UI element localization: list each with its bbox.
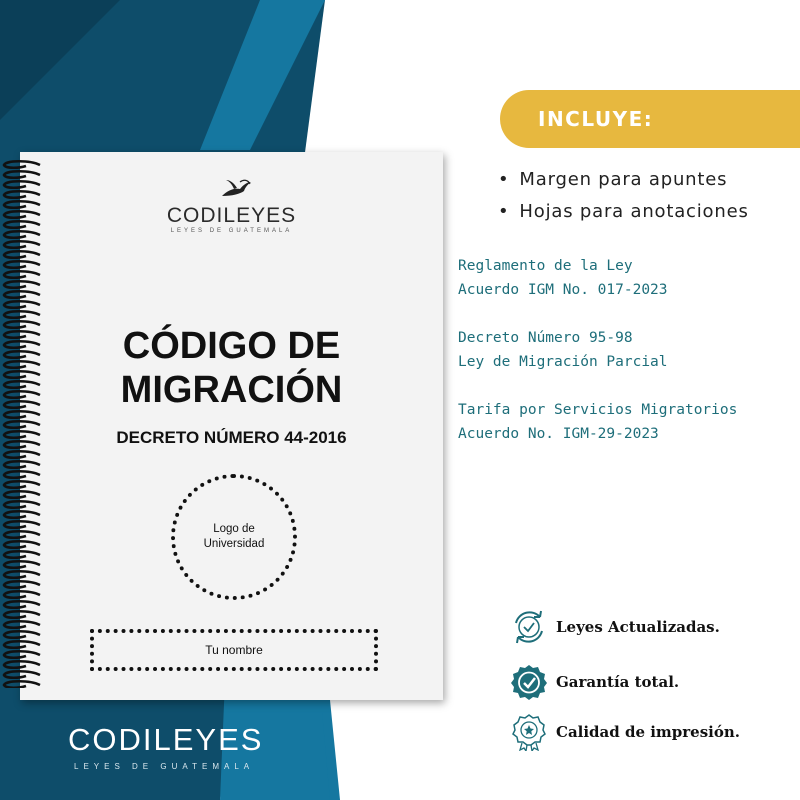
spiral-coil [4, 291, 40, 298]
spiral-coil [4, 441, 40, 448]
includes-list [498, 166, 749, 230]
info-block-decreto [458, 326, 668, 374]
spiral-coil [4, 481, 40, 488]
info-block-tarifa [458, 398, 737, 446]
logo-line-1: Logo de [213, 523, 255, 535]
spiral-coil [4, 211, 40, 218]
spiral-coil [4, 601, 40, 608]
includes-banner [500, 90, 800, 148]
name-placeholder-box: Tu nombre [90, 629, 378, 671]
info-block-reglamento [458, 254, 668, 302]
logo-line-2: Universidad [203, 538, 265, 550]
spiral-coil [4, 201, 40, 208]
feature-label: Garantía total. [556, 673, 680, 691]
spiral-coil [4, 551, 40, 558]
spiral-coil [4, 321, 40, 328]
includes-item: • Hojas para anotaciones [498, 198, 749, 230]
spiral-coil [4, 241, 40, 248]
spiral-coil [4, 611, 40, 618]
spiral-coil [4, 361, 40, 368]
spiral-coil [4, 381, 40, 388]
spiral-coil [4, 681, 40, 688]
spiral-coil [4, 331, 40, 338]
info-line: Tarifa por Servicios Migratorios [458, 402, 738, 418]
spiral-coil [4, 181, 40, 188]
spiral-coil [4, 281, 40, 288]
spiral-coil [4, 191, 40, 198]
spiral-coil [4, 621, 40, 628]
info-line: Reglamento de la Ley [458, 258, 633, 274]
includes-item: • Margen para apuntes [498, 166, 749, 198]
spiral-coil [4, 561, 40, 568]
spiral-coil [4, 641, 40, 648]
spiral-coil [4, 451, 40, 458]
spiral-coil [4, 251, 40, 258]
university-logo-placeholder [171, 474, 297, 600]
spiral-coil [4, 261, 40, 268]
spiral-coil [4, 541, 40, 548]
info-line: Ley de Migración Parcial [458, 354, 668, 370]
spiral-coil [4, 671, 40, 678]
notebook-title [20, 324, 443, 412]
title-line-2: MIGRACIÓN [120, 369, 343, 411]
spiral-binding [0, 158, 44, 688]
notebook-subtitle: DECRETO NÚMERO 44-2016 [116, 428, 347, 447]
spiral-coil [4, 421, 40, 428]
feature-label: Leyes Actualizadas. [556, 618, 720, 636]
feature-label: Calidad de impresión. [556, 723, 741, 741]
spiral-coil [4, 401, 40, 408]
spiral-coil [4, 521, 40, 528]
spiral-coil [4, 221, 40, 228]
quality-seal-icon [510, 713, 548, 751]
spiral-coil [4, 311, 40, 318]
footer-brand-sub: LEYES DE GUATEMALA [74, 762, 255, 771]
spiral-coil [4, 571, 40, 578]
spiral-coil [4, 301, 40, 308]
spiral-coil [4, 171, 40, 178]
bird-logo-icon [220, 176, 252, 202]
spiral-coil [4, 631, 40, 638]
spiral-coil [4, 471, 40, 478]
spiral-coil [4, 511, 40, 518]
info-line: Acuerdo IGM No. 017-2023 [458, 282, 668, 298]
footer-brand: CODILEYES [68, 722, 264, 757]
spiral-coil [4, 651, 40, 658]
feature-print-quality [510, 712, 740, 752]
spiral-coil [4, 461, 40, 468]
title-line-1: CÓDIGO DE [122, 325, 341, 367]
feature-guarantee [510, 662, 679, 702]
info-line: Acuerdo No. IGM-29-2023 [458, 426, 659, 442]
notebook-cover [20, 152, 443, 700]
spiral-coil [4, 161, 40, 168]
spiral-coil [4, 501, 40, 508]
refresh-icon [510, 608, 548, 646]
spiral-coil [4, 391, 40, 398]
spiral-coil [4, 271, 40, 278]
includes-heading: INCLUYE: [538, 107, 654, 131]
info-line: Decreto Número 95-98 [458, 330, 633, 346]
spiral-coil [4, 231, 40, 238]
spiral-coil [4, 371, 40, 378]
notebook-brand: CODILEYES [166, 204, 297, 227]
spiral-coil [4, 491, 40, 498]
feature-updated-laws [510, 607, 720, 647]
spiral-coil [4, 661, 40, 668]
spiral-coil [4, 341, 40, 348]
spiral-coil [4, 581, 40, 588]
spiral-coil [4, 531, 40, 538]
spiral-coil [4, 411, 40, 418]
spiral-coil [4, 431, 40, 438]
notebook-brand-sub: LEYES DE GUATEMALA [170, 228, 293, 234]
spiral-coil [4, 351, 40, 358]
check-badge-icon [510, 663, 548, 701]
spiral-coil [4, 591, 40, 598]
